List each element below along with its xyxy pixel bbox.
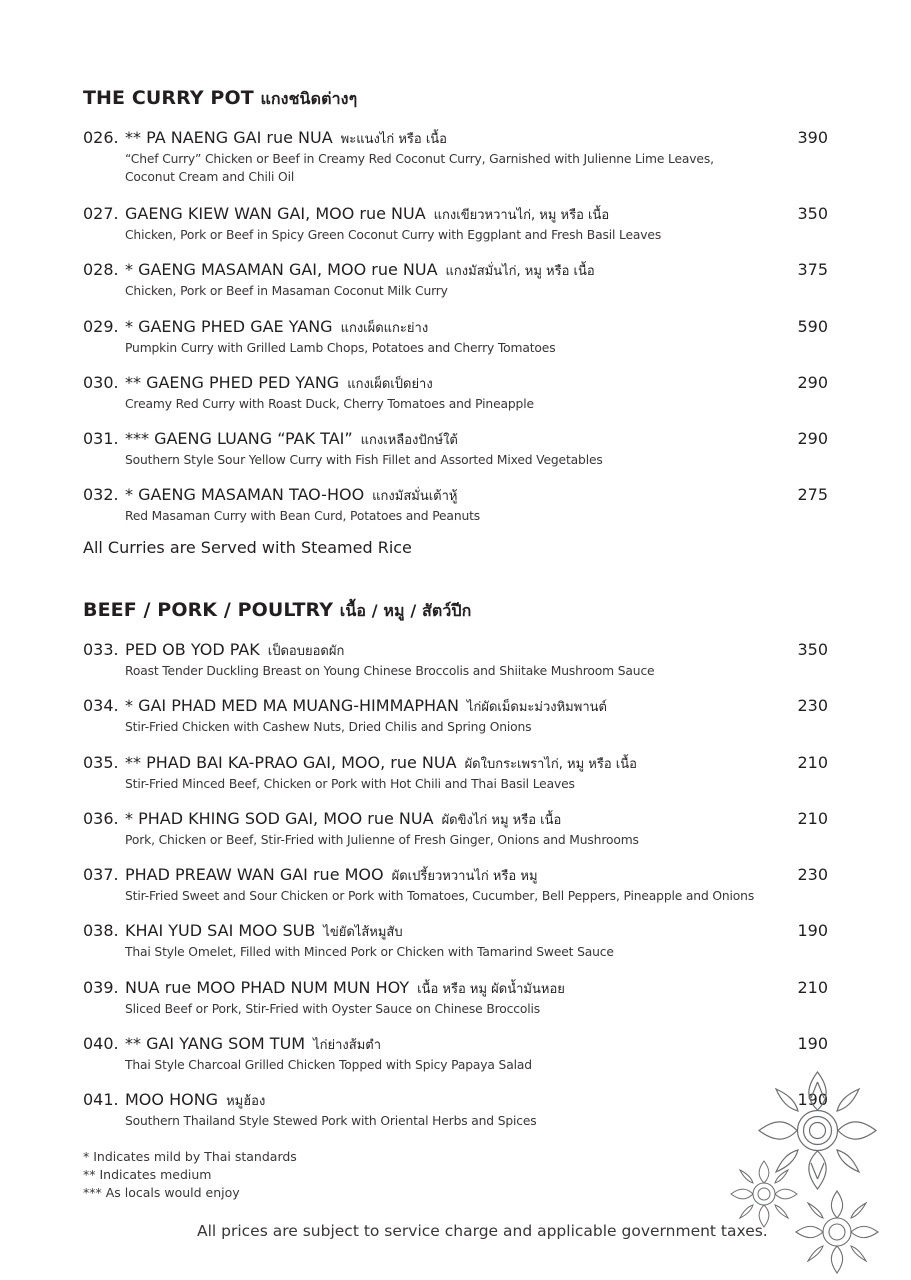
thai-lotus-ornament-small-icon bbox=[728, 1158, 800, 1230]
menu-item bbox=[83, 865, 828, 921]
menu-item-price: 190 bbox=[797, 921, 828, 941]
menu-item-header bbox=[83, 1034, 828, 1056]
beef-item-list bbox=[83, 640, 828, 1147]
menu-item-header bbox=[83, 128, 828, 150]
menu-item-description: Creamy Red Curry with Roast Duck, Cherry Tomatoes and Pineapple bbox=[125, 396, 534, 411]
menu-item bbox=[83, 260, 828, 316]
menu-item-thai-name: ไก่ย่างส้มตำ bbox=[313, 1038, 382, 1054]
menu-item-header bbox=[83, 204, 828, 226]
menu-item-description: Stir-Fried Chicken with Cashew Nuts, Dried Chilis and Spring Onions bbox=[125, 720, 532, 735]
menu-item-header bbox=[83, 753, 828, 775]
menu-item-description: Stir-Fried Sweet and Sour Chicken or Pork with Tomatoes, Cucumber, Bell Peppers, Pineapple and Onions bbox=[125, 889, 755, 904]
menu-item bbox=[83, 978, 828, 1034]
menu-item-price: 390 bbox=[797, 128, 828, 147]
menu-item bbox=[83, 696, 828, 752]
menu-item-number: 031. bbox=[83, 429, 119, 449]
menu-item-name: PED OB YOD PAK bbox=[125, 640, 260, 659]
menu-item-thai-name: ผัดขิงไก่ หมู หรือ เนื้อ bbox=[441, 812, 562, 828]
menu-item bbox=[83, 1034, 828, 1090]
menu-item-thai-name: แกงเหลืองปักษ์ใต้ bbox=[360, 433, 458, 449]
menu-item-description: Thai Style Omelet, Filled with Minced Pork or Chicken with Tamarind Sweet Sauce bbox=[125, 945, 614, 960]
menu-item-price: 350 bbox=[797, 204, 828, 223]
menu-item-header bbox=[83, 1090, 828, 1112]
menu-item-thai-name: ไข่ยัดไส้หมูสับ bbox=[323, 925, 403, 941]
menu-item-name: * GAENG PHED GAE YANG bbox=[125, 316, 333, 336]
menu-item-name: PHAD PREAW WAN GAI rue MOO bbox=[125, 865, 384, 885]
menu-item-description: Chicken, Pork or Beef in Spicy Green Coconut Curry with Eggplant and Fresh Basil Leaves bbox=[125, 228, 662, 242]
menu-item-number: 027. bbox=[83, 204, 119, 223]
menu-item-name: KHAI YUD SAI MOO SUB bbox=[125, 921, 316, 941]
curry-note: All Curries are Served with Steamed Rice bbox=[83, 537, 412, 557]
menu-item-price: 210 bbox=[797, 752, 828, 772]
menu-item-header bbox=[83, 260, 828, 282]
menu-item-price: 230 bbox=[797, 696, 828, 716]
menu-item-price: 190 bbox=[797, 1090, 828, 1110]
menu-item-thai-name: พะแนงไก่ หรือ เนื้อ bbox=[340, 132, 447, 147]
menu-item-description: Thai Style Charcoal Grilled Chicken Topped with Spicy Papaya Salad bbox=[125, 1058, 532, 1073]
menu-item-price: 350 bbox=[797, 640, 828, 659]
menu-item-name: * GAI PHAD MED MA MUANG-HIMMAPHAN bbox=[125, 696, 459, 716]
menu-item-name: *** GAENG LUANG “PAK TAI” bbox=[125, 429, 353, 449]
menu-item-number: 041. bbox=[83, 1090, 119, 1110]
menu-item-description: Sliced Beef or Pork, Stir-Fried with Oyster Sauce on Chinese Broccolis bbox=[125, 1001, 541, 1016]
menu-item-thai-name: แกงเผ็ดเป็ดย่าง bbox=[347, 376, 433, 392]
menu-item-price: 590 bbox=[797, 316, 828, 336]
menu-item-number: 030. bbox=[83, 372, 119, 392]
menu-item-thai-name: ไก่ผัดเม็ดมะม่วงหิมพานต์ bbox=[466, 700, 607, 716]
menu-item-description: Stir-Fried Minced Beef, Chicken or Pork with Hot Chili and Thai Basil Leaves bbox=[125, 776, 575, 791]
menu-item-number: 034. bbox=[83, 696, 119, 716]
curry-section-title-thai: แกงชนิดต่างๆ bbox=[260, 89, 358, 108]
menu-item bbox=[83, 921, 828, 977]
menu-item-number: 035. bbox=[83, 752, 119, 772]
menu-item-number: 039. bbox=[83, 977, 119, 997]
menu-item-description: “Chef Curry” Chicken or Beef in Creamy Red Coconut Curry, Garnished with Julienne Lime Leaves, bbox=[125, 152, 714, 166]
menu-item-price: 290 bbox=[797, 372, 828, 392]
menu-item-name: GAENG KIEW WAN GAI, MOO rue NUA bbox=[125, 204, 426, 223]
menu-item-number: 038. bbox=[83, 921, 119, 941]
menu-item bbox=[83, 753, 828, 809]
menu-item-header bbox=[83, 485, 828, 507]
spice-legend bbox=[83, 1148, 297, 1202]
menu-item-price: 190 bbox=[797, 1034, 828, 1054]
menu-item bbox=[83, 204, 828, 260]
menu-item-description: Pork, Chicken or Beef, Stir-Fried with Julienne of Fresh Ginger, Onions and Mushrooms bbox=[125, 832, 639, 847]
thai-lotus-ornament-medium-icon bbox=[793, 1188, 881, 1276]
menu-item-number: 037. bbox=[83, 865, 119, 885]
menu-item bbox=[83, 485, 828, 541]
menu-item bbox=[83, 429, 828, 485]
menu-item-thai-name: แกงเผ็ดแกะย่าง bbox=[340, 320, 429, 336]
menu-item bbox=[83, 317, 828, 373]
menu-item-header bbox=[83, 640, 828, 662]
menu-item-price: 210 bbox=[797, 808, 828, 828]
menu-item-thai-name: ผัดใบกระเพราไก่, หมู หรือ เนื้อ bbox=[464, 756, 637, 772]
menu-item-header bbox=[83, 921, 828, 943]
menu-item-name: MOO HONG bbox=[125, 1090, 219, 1110]
menu-item-description: Southern Style Sour Yellow Curry with Fish Fillet and Assorted Mixed Vegetables bbox=[125, 453, 603, 468]
menu-item-header bbox=[83, 429, 828, 451]
menu-item-header bbox=[83, 317, 828, 339]
menu-item-number: 029. bbox=[83, 316, 119, 336]
menu-item-name: ** GAENG PHED PED YANG bbox=[125, 372, 340, 392]
menu-item bbox=[83, 1090, 828, 1146]
menu-item-header bbox=[83, 373, 828, 395]
menu-item-number: 032. bbox=[83, 485, 119, 505]
menu-item-thai-name: แกงเขียวหวานไก่, หมู หรือ เนื้อ bbox=[433, 208, 610, 223]
menu-item-price: 375 bbox=[797, 260, 828, 280]
service-charge-note: All prices are subject to service charge and applicable government taxes. bbox=[197, 1222, 768, 1240]
menu-item-thai-name: เป็ดอบยอดผัก bbox=[267, 644, 345, 659]
menu-item-name: * GAENG MASAMAN TAO-HOO bbox=[125, 485, 365, 505]
menu-item-name: NUA rue MOO PHAD NUM MUN HOY bbox=[125, 977, 410, 997]
curry-section bbox=[83, 86, 828, 558]
menu-item-header bbox=[83, 865, 828, 887]
menu-item-header bbox=[83, 978, 828, 1000]
curry-section-title: THE CURRY POT แกงชนิดต่างๆ bbox=[83, 87, 358, 109]
curry-item-list bbox=[83, 128, 828, 542]
menu-item-thai-name: ผัดเปรี้ยวหวานไก่ หรือ หมู bbox=[391, 869, 538, 885]
menu-item-description: Chicken, Pork or Beef in Masaman Coconut Milk Curry bbox=[125, 284, 448, 299]
menu-item-name: * GAENG MASAMAN GAI, MOO rue NUA bbox=[125, 260, 438, 280]
menu-item-thai-name: แกงมัสมั่นเต้าหู้ bbox=[372, 489, 458, 505]
menu-item-number: 040. bbox=[83, 1034, 119, 1054]
menu-item-name: ** GAI YANG SOM TUM bbox=[125, 1034, 306, 1054]
menu-item bbox=[83, 128, 828, 204]
menu-item bbox=[83, 640, 828, 696]
menu-item-name: ** PHAD BAI KA-PRAO GAI, MOO, rue NUA bbox=[125, 752, 457, 772]
menu-item-description: Pumpkin Curry with Grilled Lamb Chops, Potatoes and Cherry Tomatoes bbox=[125, 340, 556, 355]
menu-item-thai-name: เนื้อ หรือ หมู ผัดน้ำมันหอย bbox=[417, 981, 565, 997]
legend-medium: ** Indicates medium bbox=[83, 1167, 212, 1182]
menu-item-thai-name: แกงมัสมั่นไก่, หมู หรือ เนื้อ bbox=[445, 264, 595, 280]
menu-item-name: * PHAD KHING SOD GAI, MOO rue NUA bbox=[125, 808, 434, 828]
menu-item-header bbox=[83, 809, 828, 831]
legend-hot: *** As locals would enjoy bbox=[83, 1185, 240, 1200]
menu-item-name: ** PA NAENG GAI rue NUA bbox=[125, 128, 333, 147]
menu-item-description: Southern Thailand Style Stewed Pork with Oriental Herbs and Spices bbox=[125, 1114, 537, 1129]
menu-item bbox=[83, 809, 828, 865]
menu-item-price: 230 bbox=[797, 865, 828, 885]
menu-item-price: 290 bbox=[797, 429, 828, 449]
beef-section-title-thai: เนื้อ / หมู / สัตว์ปีก bbox=[339, 601, 472, 620]
menu-item-description: Red Masaman Curry with Bean Curd, Potatoes and Peanuts bbox=[125, 509, 481, 524]
menu-item-thai-name: หมูฮ้อง bbox=[226, 1094, 266, 1110]
menu-item-number: 026. bbox=[83, 128, 119, 147]
menu-item-number: 036. bbox=[83, 808, 119, 828]
menu-item-number: 033. bbox=[83, 640, 119, 659]
menu-item-price: 210 bbox=[797, 977, 828, 997]
menu-item-price: 275 bbox=[797, 485, 828, 505]
beef-section-title: BEEF / PORK / POULTRY เนื้อ / หมู / สัตว์ปีก bbox=[83, 599, 472, 621]
menu-item-description: Roast Tender Duckling Breast on Young Chinese Broccolis and Shiitake Mushroom Sauce bbox=[125, 664, 655, 678]
menu-item-description-line2: Coconut Cream and Chili Oil bbox=[125, 170, 295, 184]
menu-item bbox=[83, 373, 828, 429]
menu-item-number: 028. bbox=[83, 260, 119, 280]
legend-mild: * Indicates mild by Thai standards bbox=[83, 1149, 297, 1164]
menu-item-header bbox=[83, 696, 828, 718]
beef-pork-poultry-section bbox=[83, 598, 828, 1147]
